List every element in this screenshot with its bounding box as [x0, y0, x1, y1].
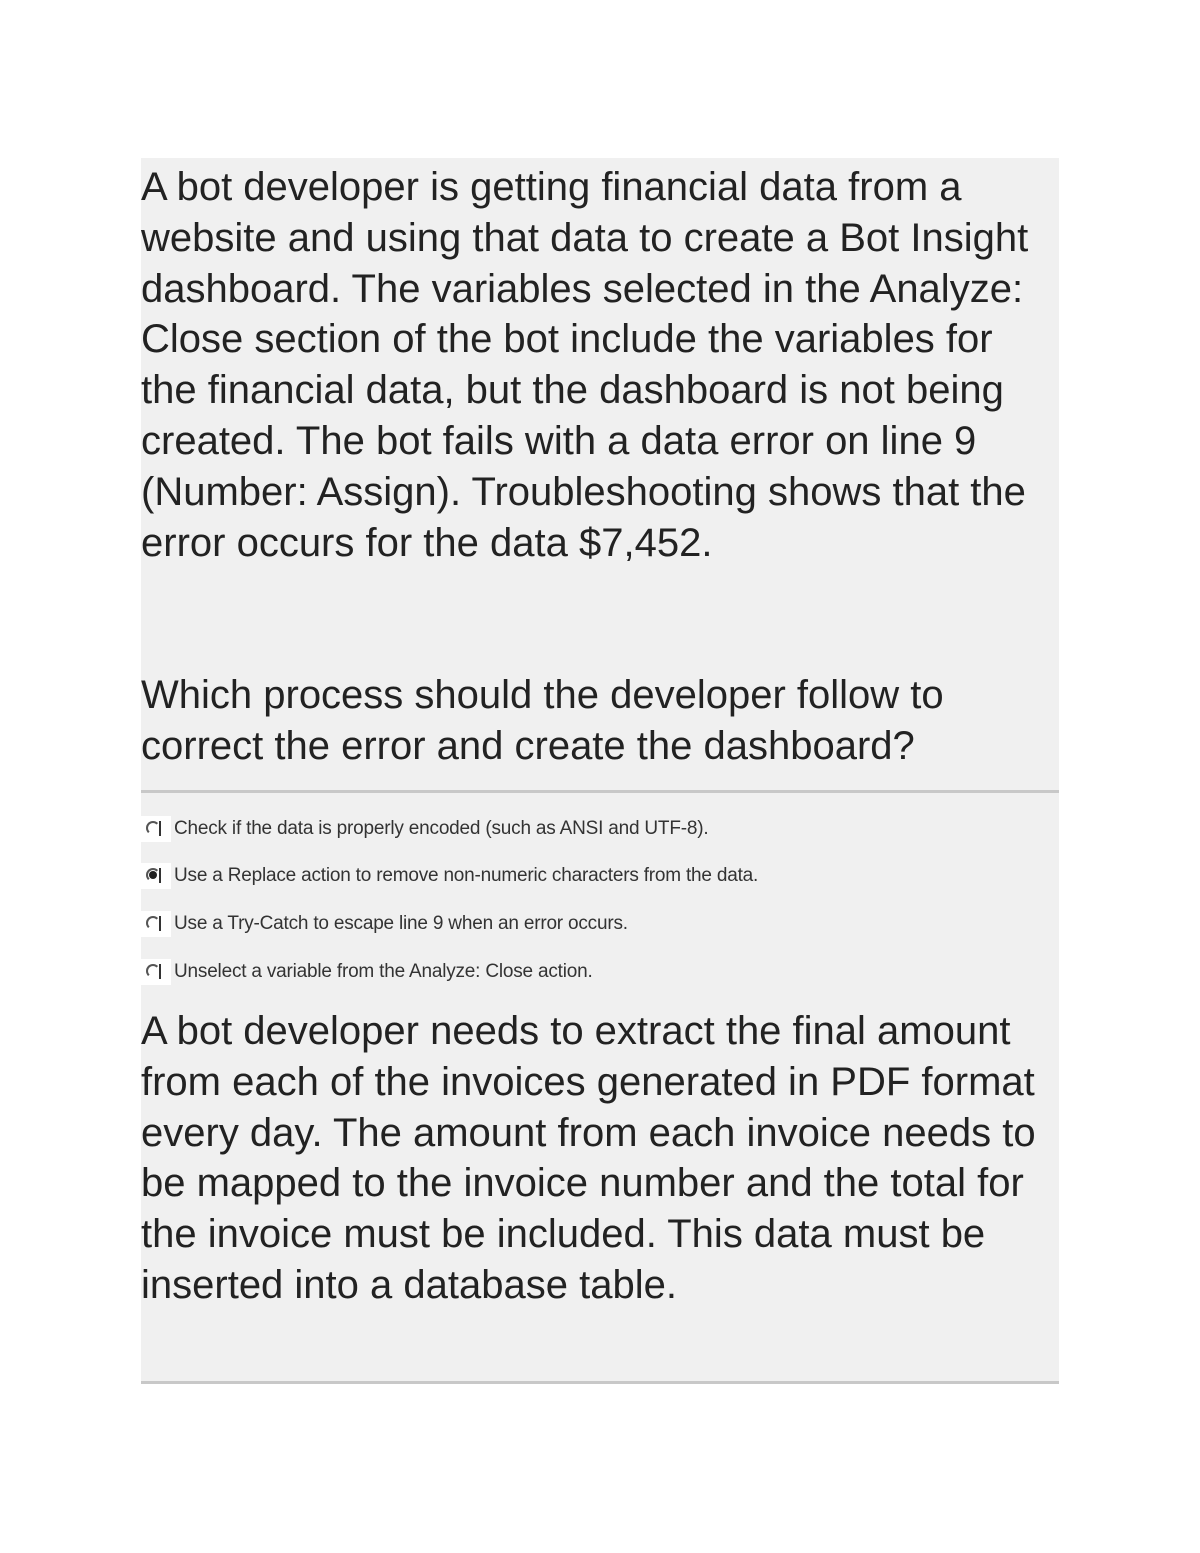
answer-option-label: Use a Replace action to remove non-numeric characters from the data.: [174, 865, 759, 886]
answer-option-label: Use a Try-Catch to escape line 9 when an error occurs.: [174, 913, 628, 934]
question-2-stem: A bot developer needs to extract the final amount from each of the invoices generated in PDF format every day. The amount from each invoice needs to be mapped to the invoice number and the total for the invoice must be included. This data must be inserted into a database table.: [141, 1009, 1036, 1307]
answer-option-label: Unselect a variable from the Analyze: Close action.: [174, 961, 593, 982]
divider: [141, 1381, 1059, 1384]
radio-selected-icon[interactable]: [141, 863, 171, 889]
question-1-stem: A bot developer is getting financial data from a website and using that data to create a Bot Insight dashboard. The variables selected in the Analyze: Close section of the bot include the variables for the financial data, but the dashboard is not being created. The bot fails with a data error on line 9 (Number: Assign). Troubleshooting shows that the error occurs for the data $7,452.: [141, 165, 1029, 565]
answer-option-4[interactable]: [141, 957, 593, 987]
radio-unselected-icon[interactable]: [141, 959, 171, 985]
answer-option-2[interactable]: [141, 861, 758, 891]
answer-option-label: Check if the data is properly encoded (such as ANSI and UTF-8).: [174, 818, 709, 839]
question-1-prompt: Which process should the developer follow to correct the error and create the dashboard?: [141, 673, 944, 768]
answer-option-1[interactable]: [141, 814, 708, 844]
radio-unselected-icon[interactable]: [141, 816, 171, 842]
radio-unselected-icon[interactable]: [141, 911, 171, 937]
answer-option-3[interactable]: [141, 909, 628, 939]
